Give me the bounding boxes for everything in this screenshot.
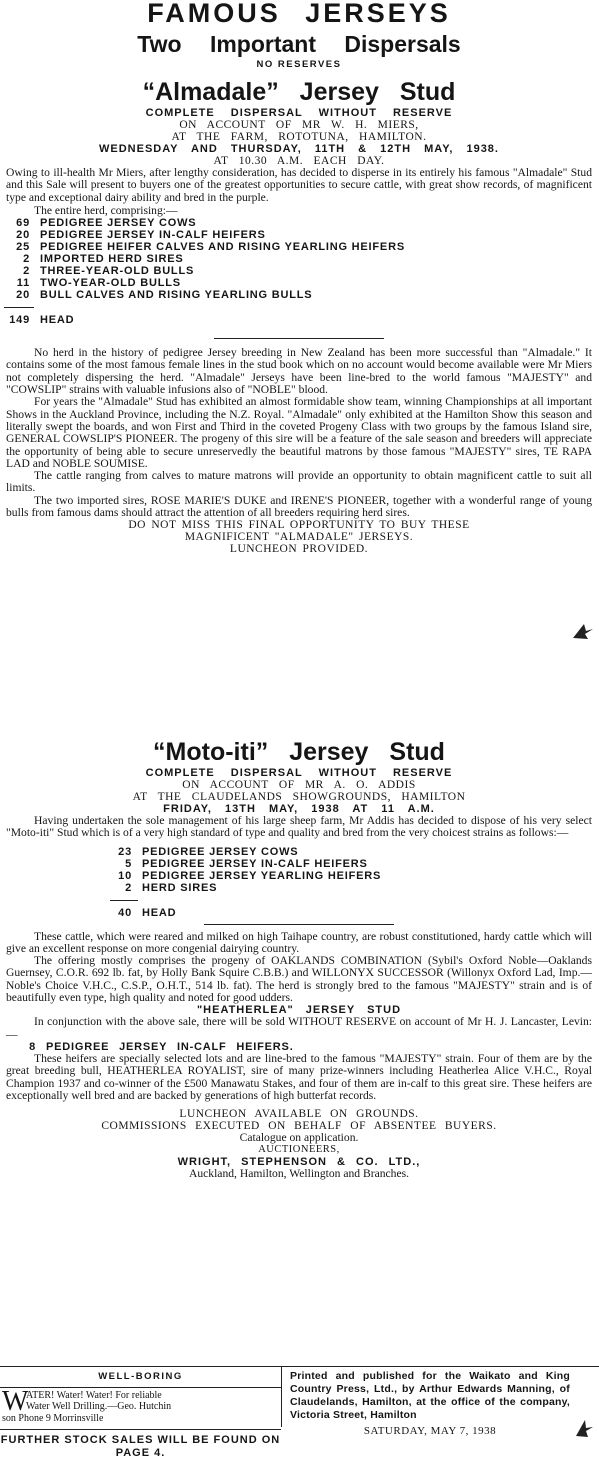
almadale-account: ON ACCOUNT OF MR W. H. MIERS, xyxy=(179,119,419,131)
almadale-section xyxy=(6,78,592,555)
herd-total: 149 HEAD xyxy=(9,314,75,327)
almadale-paragraph-3: The cattle ranging from calves to mature matrons will provide an opportunity to obtain magnificent cattle to suit all limits. xyxy=(6,469,592,495)
herd-list-item: 69 PEDIGREE JERSEY COWS xyxy=(16,217,197,230)
almadale-intro: Owing to ill-health Mr Miers, after lengthy consideration, has decided to disperse in its entirely his famous "Almadale" Stud and this Sale will present to buyers one of the greatest opportunities to secure cattle, with great show records, of magnificent type and exceptional dairy ability and bred in the purple. xyxy=(6,166,592,204)
wellboring-text-1: ATER! Water! Water! For reliable xyxy=(26,1390,162,1401)
motoiti-venue: AT THE CLAUDELANDS SHOWGROUNDS, HAMILTON xyxy=(132,791,466,803)
almadale-dispersal: COMPLETE DISPERSAL WITHOUT RESERVE xyxy=(145,107,453,119)
header xyxy=(6,0,592,71)
almadale-time: AT 10.30 A.M. EACH DAY. xyxy=(213,155,385,167)
margin-mark-icon xyxy=(574,1418,594,1438)
drop-cap: W xyxy=(2,1386,29,1417)
herd-list-item: 11 TWO-YEAR-OLD BULLS xyxy=(16,277,181,290)
imprint-text: Printed and published for the Waikato and King Country Press, Ltd., by Arthur Edwards Manning, of Claudelands, Hamilton, at the office of the company, Victoria Street, Hamilton xyxy=(290,1370,570,1421)
auctioneers-branches: Auckland, Hamilton, Wellington and Branches. xyxy=(188,1167,410,1181)
almadale-closing-1: DO NOT MISS THIS FINAL OPPORTUNITY TO BUY THESE xyxy=(128,519,470,532)
heatherlea-heading: "HEATHERLEA" JERSEY STUD xyxy=(196,1004,402,1017)
herd-list-item: 25 PEDIGREE HEIFER CALVES AND RISING YEARLING HEIFERS xyxy=(16,241,405,254)
herd-total: 40 HEAD xyxy=(118,906,177,919)
almadale-paragraph-2: For years the "Almadale" Stud has exhibited an almost formidable show team, winning Championships at all important Shows in the Auckland Province, including the N.Z. Royal. "Almadale" only exhibited at the Hamilton Show this season and literally swept the boards, and won First and Third in the coveted Progeny Class with two groups by the famous Island sire, GENERAL COWSLIP'S PIONEER. The progeny of this sire will be a feature of the sale season and breeders will appreciate the opportunity of being able to secure unreservedly the beautiful matrons by those famous "MAJESTY" sires, TE RAPA LAD and NOBLE SOUMISE. xyxy=(6,395,592,470)
motoiti-intro: Having undertaken the sole management of his large sheep farm, Mr Addis has decided to dispose of his very select "Moto-iti" Stud which is of a very high standard of type and quality and bred from the very choicest strains as follows:— xyxy=(6,814,592,840)
imprint-notice xyxy=(290,1370,570,1437)
almadale-dates: WEDNESDAY AND THURSDAY, 11TH & 12TH MAY, 1938. xyxy=(99,143,499,155)
section-divider xyxy=(214,338,384,339)
motoiti-herd-list xyxy=(102,846,592,919)
wellboring-text-3: son Phone 9 Morrinsville xyxy=(2,1413,104,1424)
auctioneers-name: WRIGHT, STEPHENSON & CO. LTD., xyxy=(177,1156,421,1169)
almadale-paragraph-1: No herd in the history of pedigree Jersey breeding in New Zealand has been more successful than "Almadale." It contains some of the most famous female lines in the stud book which on no account would become available were Mr Miers not completely dispersing the herd. "Almadale" Jerseys have been line-bred to the world famous "MAJESTY" and "COWSLIP" strains with valuable infusions also of "NOBLE" blood. xyxy=(6,346,592,397)
herd-list-item: 20 PEDIGREE JERSEY IN-CALF HEIFERS xyxy=(16,229,266,242)
total-rule xyxy=(4,307,34,308)
advert-title: FAMOUS JERSEYS xyxy=(147,0,451,28)
herd-list-item: 10 PEDIGREE JERSEY YEARLING HEIFERS xyxy=(118,869,382,882)
wellboring-text-2: Water Well Drilling.—Geo. Hutchin xyxy=(26,1401,172,1412)
almadale-venue: AT THE FARM, ROTOTUNA, HAMILTON. xyxy=(171,131,427,143)
herd-list-item: 2 IMPORTED HERD SIRES xyxy=(23,253,184,266)
motoiti-paragraph-1: These cattle, which were reared and milked on high Taihape country, are robust constitutioned, hardy cattle which will give an excellent response on more congenial dairying country. xyxy=(6,929,592,955)
almadale-closing-2: MAGNIFICENT "ALMADALE" JERSEYS. xyxy=(184,531,414,544)
motoiti-section xyxy=(6,738,592,1181)
motoiti-paragraph-2: The offering mostly comprises the progeny of OAKLANDS COMBINATION (Sybil's Oxford Noble—Oaklands Guernsey, C.O.R. 692 lb. fat, by Holly Bank Squire C.B.B.) and WILLONYX SUCCESSOR (Willonyx Oxford Lad, Imp.—Noble's Choice V.H.C., C.S.P., O.H.T., 514 lb. fat). The herd is strongly bred to the famous "MAJESTY" strain and is of beautifully even type, high quality and noted for good udders. xyxy=(6,954,592,1005)
motoiti-date: FRIDAY, 13TH MAY, 1938 AT 11 A.M. xyxy=(163,803,435,815)
wellboring-title: WELL-BORING xyxy=(98,1371,183,1382)
heatherlea-paragraph-2: These heifers are specially selected lots and are line-bred to the famous "MAJESTY" strain. Four of them are by the great breeding bull, HEATHERLEA ROYALIST, sire of many prize-winners including Heatherlea Alice V.H.C., Royal Champion 1937 and co-winner of the £500 Manawatu Stakes, and four of them are in-calf to this great sire. These heifers are exceptionally well bred and are backed by generations of high butterfat records. xyxy=(6,1051,592,1102)
motoiti-account: ON ACCOUNT OF MR A. O. ADDIS xyxy=(182,779,416,791)
commissions-note: COMMISSIONS EXECUTED ON BEHALF OF ABSENTEE BUYERS. xyxy=(101,1120,497,1133)
almadale-herd-label: The entire herd, comprising:— xyxy=(34,203,178,217)
wellboring-notice xyxy=(0,1367,282,1427)
almadale-paragraph-4: The two imported sires, ROSE MARIE'S DUKE and IRENE'S PIONEER, together with a wonderful range of young bulls from famous dams should attract the attention of all breeders requiring herd sires. xyxy=(6,493,592,520)
almadale-stud-name: “Almadale” Jersey Stud xyxy=(142,78,456,106)
heatherlea-paragraph-1: In conjunction with the above sale, there will be sold WITHOUT RESERVE on account of Mr H. J. Lancaster, Levin:— xyxy=(6,1015,592,1041)
herd-list-item: 5 PEDIGREE JERSEY IN-CALF HEIFERS xyxy=(125,857,368,870)
imprint-date: SATURDAY, MAY 7, 1938 xyxy=(363,1425,497,1437)
total-rule xyxy=(110,900,138,901)
section-divider xyxy=(204,924,394,925)
catalogue-note: Catalogue on application. xyxy=(239,1131,359,1145)
auctioneers-label: AUCTIONEERS, xyxy=(258,1144,340,1156)
further-stock-sales: FURTHER STOCK SALES WILL BE FOUND ON PAGE 4. xyxy=(0,1434,281,1459)
advert-subtitle: Two Important Dispersals xyxy=(137,31,461,57)
herd-list-item: 2 THREE-YEAR-OLD BULLS xyxy=(23,265,195,278)
margin-mark-icon xyxy=(572,622,594,640)
herd-list-item: 20 BULL CALVES AND RISING YEARLING BULLS xyxy=(16,289,313,302)
luncheon-note: LUNCHEON AVAILABLE ON GROUNDS. xyxy=(179,1108,419,1121)
heatherlea-item: 8 PEDIGREE JERSEY IN-CALF HEIFERS. xyxy=(29,1040,294,1053)
motoiti-dispersal: COMPLETE DISPERSAL WITHOUT RESERVE xyxy=(145,767,453,779)
no-reserves-note: NO RESERVES xyxy=(256,59,342,70)
herd-list-item: 2 HERD SIRES xyxy=(125,881,218,894)
almadale-herd-list xyxy=(0,217,592,326)
almadale-luncheon: LUNCHEON PROVIDED. xyxy=(229,543,369,556)
herd-list-item: 23 PEDIGREE JERSEY COWS xyxy=(118,845,299,858)
motoiti-stud-name: “Moto-iti” Jersey Stud xyxy=(153,738,445,766)
